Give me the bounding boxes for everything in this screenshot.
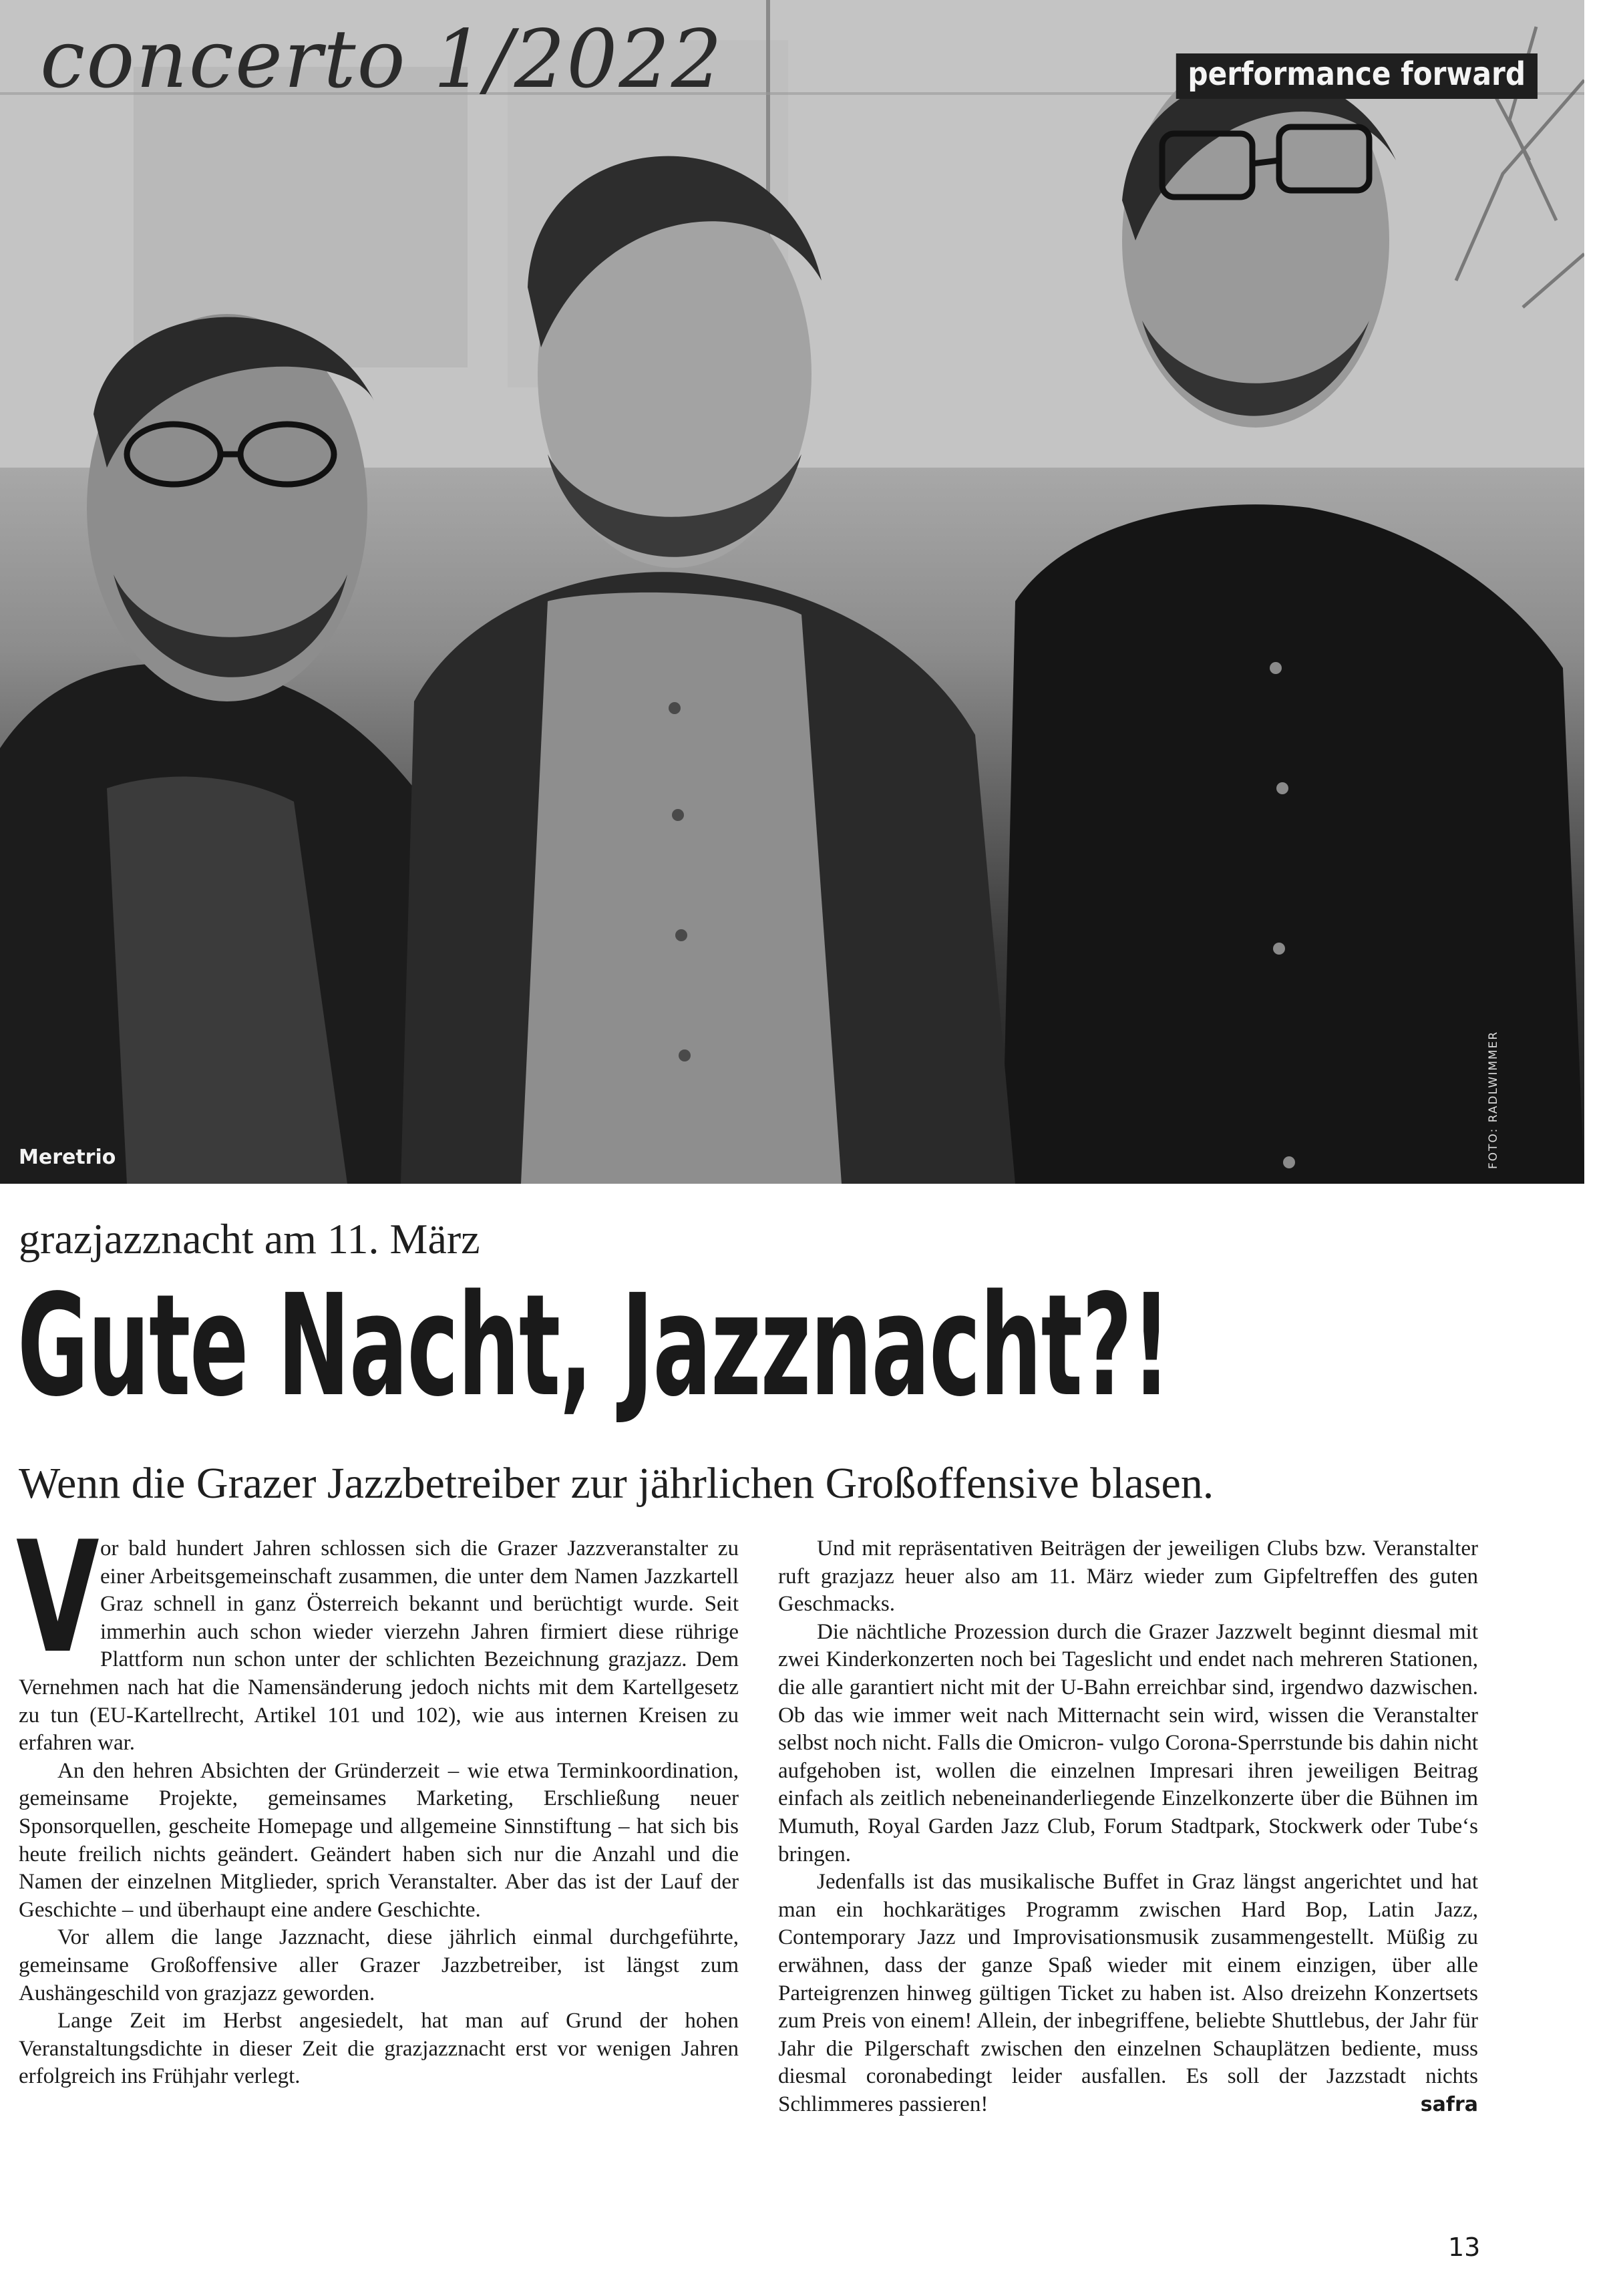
article-paragraph: Vor allem die lange Jazznacht, diese jährlich einmal durchgeführte, gemeinsame Großoffensive aller Grazer Jazzbetreiber, ist längst zum Aushängeschild von grazjazz geworden.	[19, 1925, 739, 2005]
handwritten-note: concerto 1/2022	[40, 13, 724, 106]
article-column-left	[16, 1509, 739, 2091]
article-paragraph: An den hehren Absichten der Gründerzeit – wie etwa Terminkoordination, gemeinsame Projekte, gemeinsames Marketing, Erschließung neuer Sponsorquellen, gescheite Homepage und allgemeine Sinnstiftung – hat sich bis heute freilich nichts geändert. Geändert haben sich nur die Anzahl und die Namen der einzelnen Mitglieder, sprich Veranstalter. Aber das ist der Lauf der Geschichte – und überhaupt eine andere Geschichte.	[19, 1758, 739, 1922]
article-column-right	[778, 1535, 1478, 2118]
drop-cap: V	[16, 1509, 100, 1687]
article-subtitle: Wenn die Grazer Jazzbetreiber zur jährlichen Großoffensive blasen.	[19, 1459, 1214, 1508]
article-paragraph: Vor bald hundert Jahren schlossen sich die Grazer Jazzveranstalter zu einer Arbeitsgemeinschaft zusammen, die unter dem Namen Jazzkartell Graz schnell in ganz Österreich bekannt und berüchtigt wurde. Seit immerhin auch schon wieder vierzehn Jahren firmiert diese rührige Plattform nun schon unter der schlichten Bezeichnung grazjazz. Dem Vernehmen nach hat die Namensänderung jedoch nichts mit dem Kartellgesetz zu tun (EU-Kartellrecht, Artikel 101 und 102), wie aus internen Kreisen zu erfahren war.	[16, 1509, 739, 1756]
photo-caption: Meretrio	[19, 1146, 116, 1169]
article-headline: Gute Nacht, Jazznacht?!	[17, 1264, 1171, 1428]
article-paragraph: Jedenfalls ist das musikalische Buffet in Graz längst angerichtet und hat man ein hochkarätiges Programm zwischen Hard Bop, Latin Jazz, Contemporary Jazz und Improvisationsmusik zusammengestellt. Müßig zu erwähnen, dass der ganze Spaß wieder mit einem einzigen, über alle Parteigrenzen hinweg gültigen Ticket zu haben ist. Also dreizehn Konzertsets zum Preis von einem! Allein, der inbegriffene, beliebte Shuttlebus, der Jahr für Jahr die Pilgerschaft zwischen den einzelnen Schauplätzen bediente, muss diesmal coronabedingt leider ausfallen. Es soll der Jazzstadt nichts Schlimmeres passieren! safra	[778, 1868, 1478, 2118]
section-label: performance forward	[1176, 53, 1538, 99]
article-paragraph: Die nächtliche Prozession durch die Grazer Jazzwelt beginnt diesmal mit zwei Kinderkonzerten noch bei Tageslicht und endet nach mehreren Stationen, die alle garantiert nicht mit der U-Bahn erreichbar sind, irgendwo dazwischen. Ob das wie immer weit nach Mitternacht sein wird, wissen die Veranstalter selbst noch nicht. Falls die Omicron- vulgo Corona-Sperrstunde bis dahin nicht aufgehoben ist, wollen die einzelnen Impresari ihren jeweiligen Beitrag einfach als zeitlich nebeneinanderliegende Einzelkonzerte über die Bühnen im Mumuth, Royal Garden Jazz Club, Forum Stadtpark, Stockwerk oder Tube‘s bringen.	[778, 1619, 1478, 1866]
article-paragraph: Lange Zeit im Herbst angesiedelt, hat man auf Grund der hohen Veranstaltungsdichte in dieser Zeit die grazjazznacht erst vor wenigen Jahren erfolgreich ins Frühjahr verlegt.	[19, 2009, 739, 2089]
article-paragraph: Und mit repräsentativen Beiträgen der jeweiligen Clubs bzw. Veranstalter ruft grazjazz heuer also am 11. März wieder zum Gipfeltreffen des guten Geschmacks.	[778, 1536, 1478, 1617]
photo-credit: FOTO: RADLWIMMER	[1487, 1030, 1500, 1169]
article-author: safra	[1420, 2092, 1478, 2116]
article-kicker: grazjazznacht am 11. März	[19, 1215, 480, 1263]
page-number: 13	[1448, 2233, 1481, 2262]
